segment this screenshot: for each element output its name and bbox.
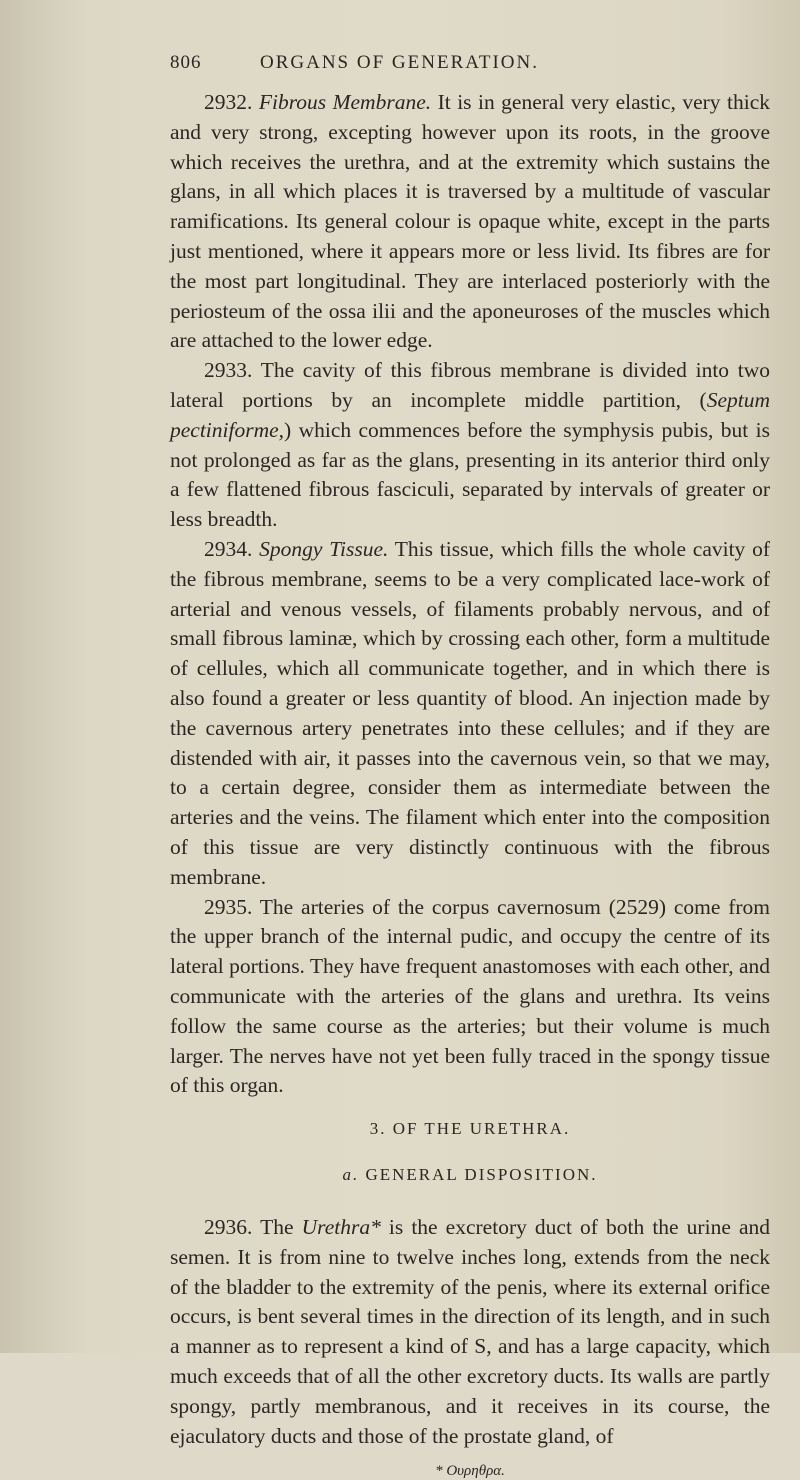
paragraph-text-continued: ) which commences before the symphysis pubis, but is not prolonged as far as the glans, presenting in its anterior third only a few flattened fibrous fasciculi, separated by intervals of greater or less breadth.: [170, 417, 770, 532]
paragraph-2932: [170, 88, 770, 356]
paragraph-2934: [170, 535, 770, 893]
paragraph-italic-term: Septum pectiniforme,: [170, 387, 770, 442]
paragraph-title: Spongy Tissue.: [259, 536, 389, 561]
footnote: * Ουρηθρα.: [435, 1463, 505, 1480]
page-number: 806: [170, 52, 202, 73]
paragraph-text: The: [260, 1215, 302, 1240]
subsection-letter: a.: [342, 1165, 360, 1185]
paragraph-text: The cavity of this fibrous membrane is divided into two lateral portions by an incomplete middle partition, (: [170, 358, 770, 412]
page-header: [170, 52, 770, 74]
paragraph-number: 2936.: [204, 1215, 253, 1240]
running-title: ORGANS OF GENERATION.: [260, 52, 539, 73]
paragraph-text-continued: is the excretory duct of both the urine and semen. It is from nine to twelve inches long, extends from the neck of the bladder to the extremity of the penis, where its external orifice occurs, is bent several times in the direction of its length, and in such a manner as to represent a kind of S, and has a large capacity, which much exceeds that of all the other excretory ducts. Its walls are partly spongy, partly membranous, and it receives in its course, the ejaculatory ducts and those of the prostate gland, of: [170, 1215, 770, 1448]
paragraph-italic-term: Urethra*: [301, 1215, 381, 1240]
paragraph-number: 2932.: [204, 90, 253, 114]
subsection-title: GENERAL DISPOSITION.: [365, 1165, 598, 1185]
paragraph-number: 2935.: [204, 894, 253, 919]
paragraph-text: It is in general very elastic, very thick and very strong, excepting however upon its roots, in the groove which receives the urethra, and at the extremity which sustains the glans, in all which places it is traversed by a multitude of vascular ramifications. Its general colour is opaque white, except in the parts just mentioned, where it appears more or less livid. Its fibres are for the most part longitudinal. They are interlaced posteriorly with the periosteum of the ossa ilii and the aponeuroses of the muscles which are attached to the lower edge.: [170, 90, 770, 353]
section-heading: 3. OF THE URETHRA.: [369, 1119, 571, 1139]
subsection-heading: [170, 1165, 770, 1185]
paragraph-number: 2934.: [204, 536, 253, 561]
paragraph-text: This tissue, which fills the whole cavity of the fibrous membrane, seems to be a very complicated lace-work of arterial and venous vessels, of filaments probably nervous, and of small fibrous laminæ, which by crossing each other, form a multitude of cellules, which all communicate together, and in which there is also found a greater or less quantity of blood. An injection made by the cavernous artery penetrates into these cellules; and if they are distended with air, it passes into the cavernous vein, so that we may, to a certain degree, consider them as intermediate between the arteries and the veins. The filament which enter into the composition of this tissue are very distinctly continuous with the fibrous membrane.: [170, 536, 770, 889]
page-content: [170, 52, 770, 1480]
paragraph-2933: [170, 356, 770, 535]
paragraph-2936: [170, 1213, 770, 1451]
paragraph-number: 2933.: [204, 358, 253, 383]
paragraph-title: Fibrous Membrane.: [258, 90, 432, 114]
paragraph-2935: [170, 893, 770, 1102]
paragraph-text: The arteries of the corpus cavernosum (2529) come from the upper branch of the internal pudic, and occupy the centre of its lateral portions. They have frequent anastomoses with each other, and communicate with the arteries of the glans and urethra. Its veins follow the same course as the arteries; but their volume is much larger. The nerves have not yet been fully traced in the spongy tissue of this organ.: [170, 894, 770, 1098]
